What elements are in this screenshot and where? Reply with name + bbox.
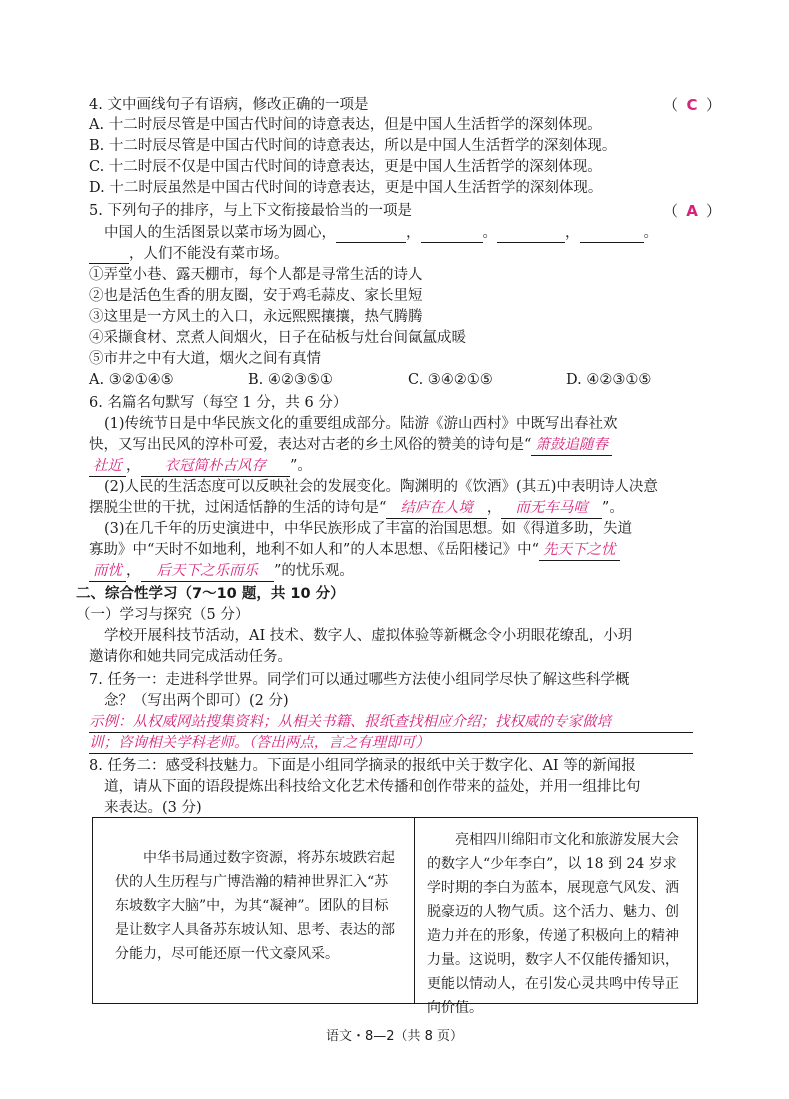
q6-p1-line1: (1)传统节日是中华民族文化的重要组成部分。陆游《游山西村》中既写出春社欢 [104,416,618,432]
q6-p2-end: ”。 [601,500,624,516]
q5-blank-1 [336,224,406,243]
q7-line2: 念？（写出两个即可）(2 分) [104,693,289,709]
q4-answer-paren: （ C ） [663,96,722,114]
q4-option-b: B. 十二时辰尽管是中国古代时间的诗意表达，所以是中国人生活哲学的深刻体现。 [89,138,617,154]
q6-p3-line3: 而忧 ， 后天下之乐而乐 ”的忧乐观。 [89,561,354,582]
q6-p2-line2: 摆脱尘世的干扰，过闲适恬静的生活的诗句是“ 结庐在人境 ， 而无车马喧 ”。 [89,498,624,519]
q5-item-4: ④采撷食材、烹煮人间烟火，日子在砧板与灶台间氤氲成暖 [89,330,466,346]
q5-answer-paren: （ A ） [663,202,722,220]
q6-answer-1c: 衣冠简朴古风存 [141,456,291,477]
page-footer: 语文・8—2（共 8 页） [325,1029,464,1044]
q6-p1-end: ”。 [290,458,312,474]
q6-answer-3b: 而忧 [89,561,126,582]
q7-line1: 7. 任务一：走进科学世界。同学们可以通过哪些方法使小组同学尽快了解这些科学概 [89,672,630,688]
q7-answer-2: 训；咨询相关学科老师。（答出两点，言之有理即可） [89,733,693,754]
q6-p1-line2 [89,435,612,456]
q6-answer-1b: 社近 [89,456,126,477]
q4-stem: 4. 文中画线句子有语病，修改正确的一项是 [89,97,369,113]
q5-item-2: ②也是活色生香的朋友圈，安于鸡毛蒜皮、家长里短 [89,288,423,304]
q5-blank-4 [580,224,644,243]
q7-answer-1: 示例：从权威网站搜集资料；从相关书籍、报纸查找相应介绍；找权威的专家做培 [89,712,693,733]
q6-answer-2a: 结庐在人境 [386,498,487,519]
q5-blank-5 [89,245,129,264]
q5-answer: A [686,202,698,220]
q4-option-d: D. 十二时辰虽然是中国古代时间的诗意表达，更是中国人生活哲学的深刻体现。 [89,180,603,196]
q8-line1: 8. 任务二：感受科技魅力。下面是小组同学摘录的报纸中关于数字化、AI 等的新闻报 [89,758,636,774]
q8-line2: 道，请从下面的语段提炼出科技给文化艺术传播和创作带来的益处，并用一组排比句 [104,779,641,795]
q5-passage-line1: 中国人的生活图景以菜市场为圆心， ， 。 ， 。 [104,225,658,241]
q5-stem: 5. 下列句子的排序，与上下文衔接最恰当的一项是 [89,203,412,219]
q5-choice-b: B. ④②③⑤① [248,372,333,388]
q8-material-right: 亮相四川绵阳市文化和旅游发展大会的数字人“少年李白”，以 18 到 24 岁求学时期的李白为蓝本，展现意气风发、洒脱豪迈的人物气质。这个活力、魅力、创造力并在的形象，传递了积极向上的精神力量。这说明，数字人不仅能传播知识，更能以情动人，在引发心灵共鸣中传导正向价值。 [427,832,679,1016]
q6-answer-3a: 先天下之忧 [539,540,620,561]
q5-blank-2 [421,224,483,243]
q6-answer-2b: 而无车马喧 [501,498,602,519]
q5-passage-b: ，人们不能没有菜市场。 [129,246,289,262]
q6-p1-line3: 社近 ， 衣冠简朴古风存 ”。 [89,456,312,477]
section-2-subtitle: （一）学习与探究（5 分） [76,607,250,623]
q6-p3-end: ”的忧乐观。 [274,563,354,579]
q6-p3-line1: (3)在几千年的历史演进中，中华民族形成了丰富的治国思想。如《得道多助，失道 [104,521,633,537]
q8-material-left: 中华书局通过数字资源，将苏东坡跌宕起伏的人生历程与广博浩瀚的精神世界汇入“苏东坡数字大脑”中，为其“凝神”。团队的目标是让数字人具备苏东坡认知、思考、表达的部分能力，尽可能还原一代文豪风采。 [93,818,415,1003]
q6-title: 6. 名篇名句默写（每空 1 分，共 6 分） [89,395,348,411]
q6-answer-3c: 后天下之乐而乐 [141,561,275,582]
q6-p3-text: 寡助》中“天时不如地利，地利不如人和”的人本思想、《岳阳楼记》中“ [89,542,539,558]
q6-answer-1a: 箫鼓追随春 [531,435,612,456]
q6-p2-text: 摆脱尘世的干扰，过闲适恬静的生活的诗句是“ [89,500,387,516]
q4-option-c: C. 十二时辰不仅是中国古代时间的诗意表达，更是中国人生活哲学的深刻体现。 [89,159,602,175]
q5-item-1: ①弄堂小巷、露天棚市，每个人都是寻常生活的诗人 [89,267,423,283]
q6-p1-text: 快，又写出民风的淳朴可爱，表达对古老的乡土风俗的赞美的诗句是“ [89,437,532,453]
q5-item-3: ③这里是一方风土的入口，永远熙熙攘攘，热气腾腾 [89,309,423,325]
section-2-intro-1: 学校开展科技节活动，AI 技术、数字人、虚拟体验等新概念令小玥眼花缭乱，小玥 [104,628,633,644]
section-2-intro-2: 邀请你和她共同完成活动任务。 [89,649,292,665]
q8-material-box [92,817,698,1016]
q6-p3-line2 [89,540,620,561]
q5-passage-line2 [89,244,289,264]
q8-line3: 来表达。(3 分) [104,800,202,816]
q5-blank-3 [497,224,565,243]
q5-passage-a: 中国人的生活图景以菜市场为圆心， [104,225,336,241]
section-2-title: 二、综合性学习（7～10 题，共 10 分） [76,586,345,602]
q5-item-5: ⑤市井之中有大道，烟火之间有真情 [89,351,321,367]
q5-choice-c: C. ③④②①⑤ [408,372,493,388]
q5-choice-a: A. ③②①④⑤ [89,372,174,388]
q6-p2-line1: (2)人民的生活态度可以反映社会的发展变化。陶渊明的《饮酒》(其五)中表明诗人决意 [104,479,658,495]
q4-option-a: A. 十二时辰尽管是中国古代时间的诗意表达，但是中国人生活哲学的深刻体现。 [89,117,602,133]
q5-choice-d: D. ④②③①⑤ [566,372,652,388]
q4-answer: C [686,96,698,114]
